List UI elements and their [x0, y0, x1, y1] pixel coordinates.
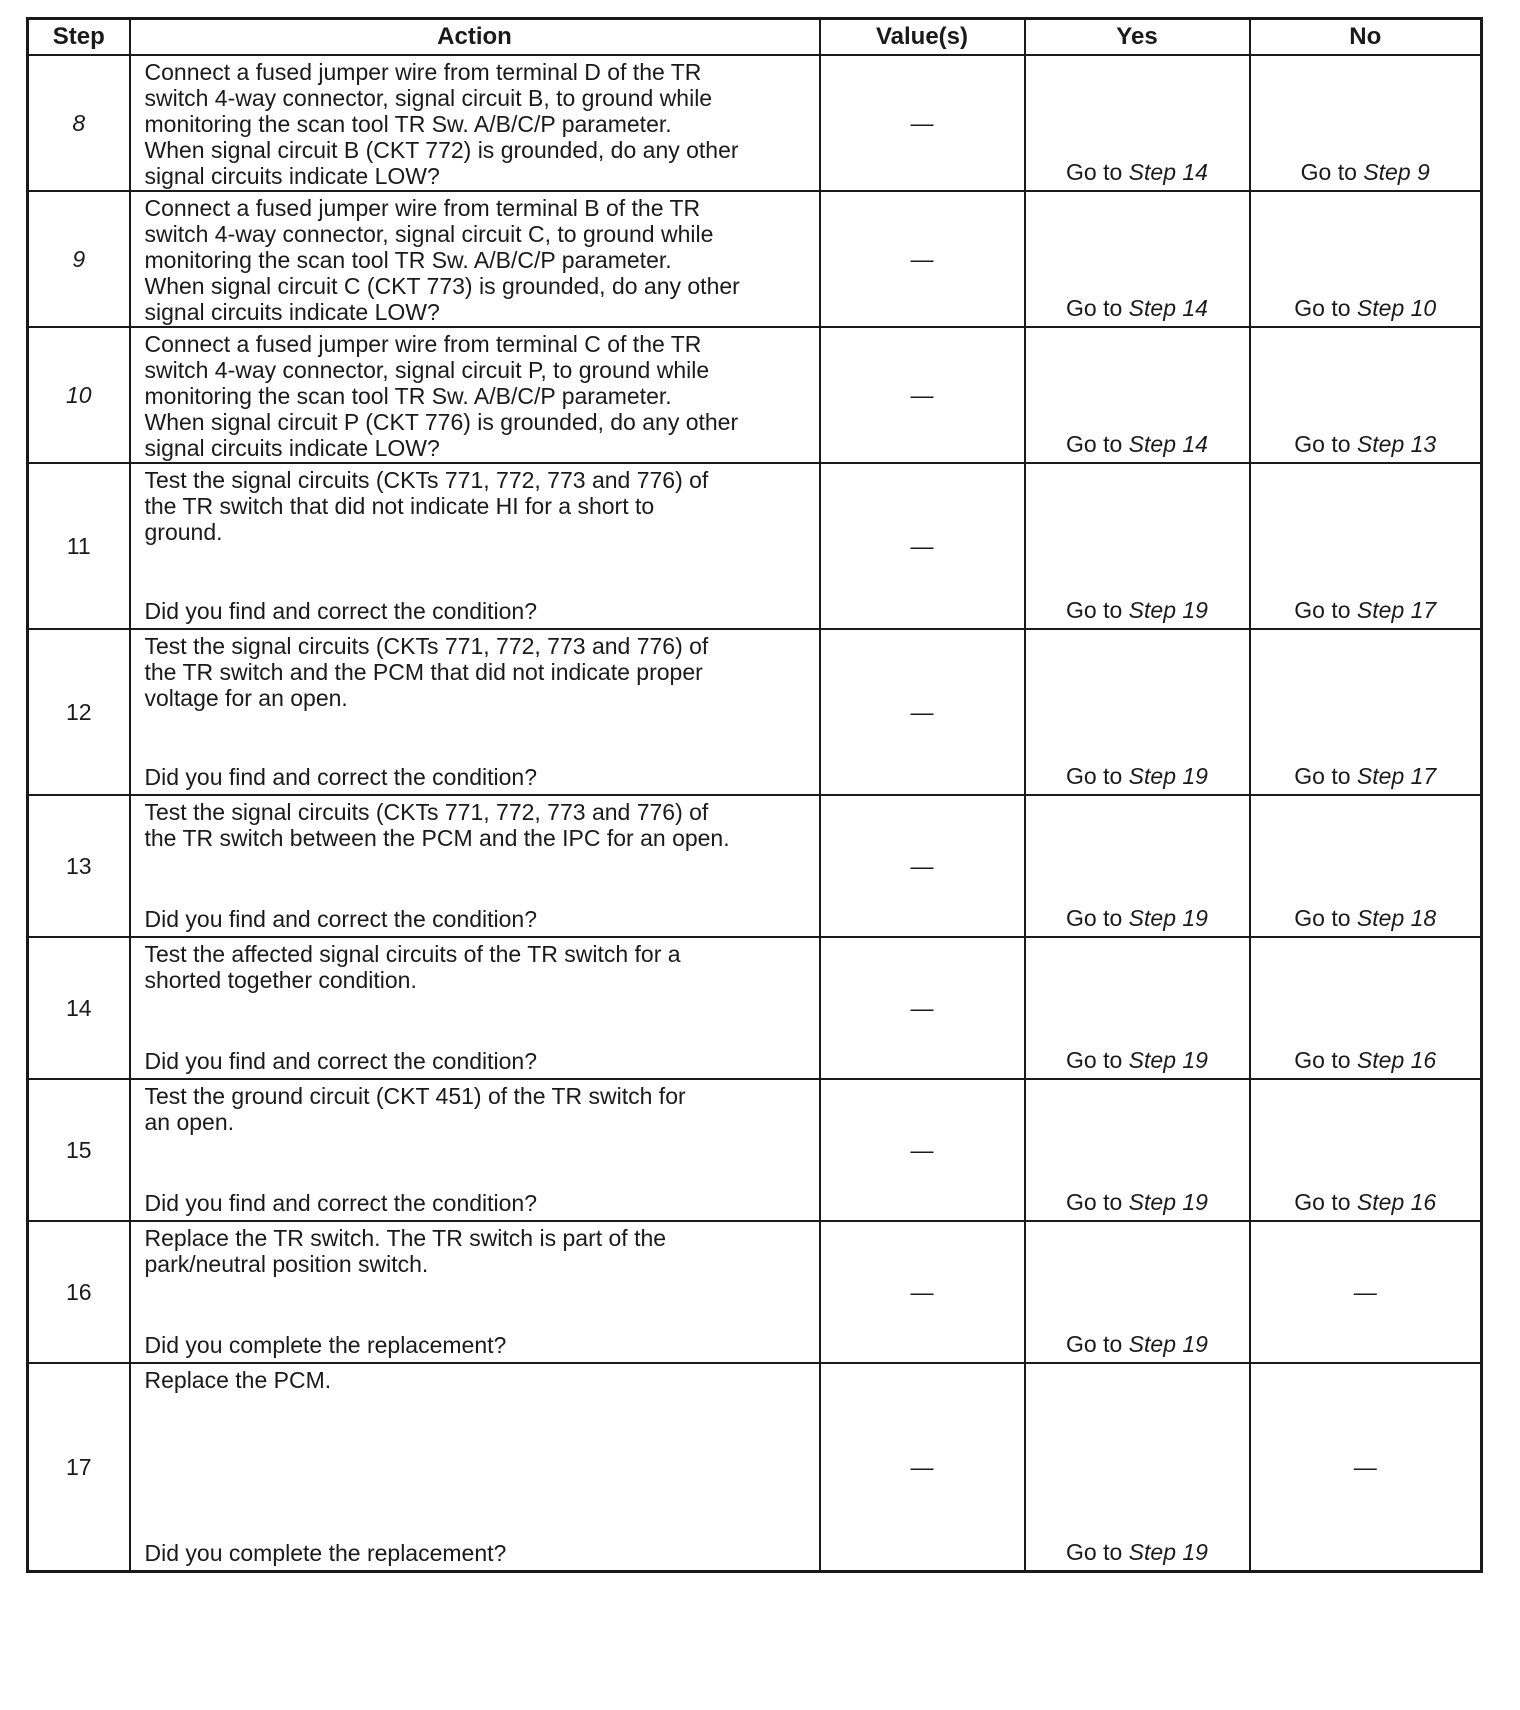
no-cell	[1250, 629, 1482, 795]
action-question: Did you find and correct the condition?	[144, 906, 538, 932]
table-row	[28, 1079, 1482, 1221]
yes-cell	[1025, 463, 1250, 629]
yes-cell	[1025, 1079, 1250, 1221]
no-goto-prefix: Go to	[1294, 295, 1357, 321]
step-number: 15	[28, 1079, 130, 1221]
table-row	[28, 1363, 1482, 1572]
header-yes: Yes	[1025, 19, 1250, 56]
yes-goto-prefix: Go to	[1066, 763, 1129, 789]
action-question: Did you find and correct the condition?	[144, 598, 538, 624]
yes-goto-step: Step 14	[1128, 159, 1208, 185]
header-step: Step	[28, 19, 130, 56]
yes-goto-prefix: Go to	[1066, 905, 1129, 931]
action-instruction: Connect a fused jumper wire from terminal C of the TR switch 4-way connector, signal circuit P, to ground while monitoring the scan tool TR Sw. A/B/C/P parameter.	[144, 331, 710, 409]
yes-goto-prefix: Go to	[1066, 295, 1129, 321]
yes-goto-step: Step 19	[1128, 1539, 1208, 1565]
action-cell	[130, 327, 820, 463]
action-cell	[130, 1363, 820, 1572]
action-question: Did you find and correct the condition?	[144, 1190, 538, 1216]
action-instruction: Connect a fused jumper wire from terminal B of the TR switch 4-way connector, signal circuit C, to ground while monitoring the scan tool TR Sw. A/B/C/P parameter.	[144, 195, 714, 273]
yes-cell	[1025, 1363, 1250, 1572]
no-goto-step: Step 13	[1356, 431, 1437, 457]
action-cell	[130, 1079, 820, 1221]
value-cell: —	[820, 463, 1025, 629]
action-cell	[130, 191, 820, 327]
no-goto-prefix: Go to	[1294, 1189, 1357, 1215]
action-question: Did you find and correct the condition?	[144, 764, 538, 790]
action-cell	[130, 937, 820, 1079]
action-instruction: Test the affected signal circuits of the TR switch for a shorted together condition.	[144, 941, 681, 993]
action-cell	[130, 629, 820, 795]
action-question: Did you find and correct the condition?	[144, 1048, 538, 1074]
action-instruction: Test the signal circuits (CKTs 771, 772, 773 and 776) of the TR switch between the PCM and the IPC for an open.	[144, 799, 730, 851]
yes-goto-prefix: Go to	[1066, 1539, 1129, 1565]
action-question: When signal circuit B (CKT 772) is grounded, do any other signal circuits indicate LOW?	[144, 137, 739, 189]
step-number: 13	[28, 795, 130, 937]
action-cell	[130, 795, 820, 937]
no-cell	[1250, 795, 1482, 937]
no-goto-step: Step 9	[1363, 159, 1430, 185]
yes-goto-step: Step 19	[1128, 1047, 1208, 1073]
yes-goto-step: Step 14	[1128, 295, 1208, 321]
yes-goto-prefix: Go to	[1066, 159, 1129, 185]
table-row	[28, 1221, 1482, 1363]
table-row	[28, 795, 1482, 937]
no-goto-step: Step 10	[1356, 295, 1437, 321]
yes-cell	[1025, 1221, 1250, 1363]
yes-goto-prefix: Go to	[1066, 1189, 1129, 1215]
action-cell	[130, 55, 820, 191]
yes-cell	[1025, 191, 1250, 327]
no-cell	[1250, 191, 1482, 327]
value-cell: —	[820, 191, 1025, 327]
diagnostic-sheet	[26, 17, 1483, 1573]
diagnostic-steps-table	[26, 17, 1483, 1573]
header-action: Action	[130, 19, 820, 56]
yes-goto-step: Step 19	[1128, 597, 1208, 623]
no-goto-prefix: Go to	[1294, 1047, 1357, 1073]
action-cell	[130, 1221, 820, 1363]
value-cell: —	[820, 1079, 1025, 1221]
action-instruction: Test the signal circuits (CKTs 771, 772, 773 and 776) of the TR switch and the PCM that did not indicate proper voltage for an open.	[144, 633, 709, 711]
no-cell	[1250, 327, 1482, 463]
step-number: 8	[28, 55, 130, 191]
yes-goto-step: Step 14	[1128, 431, 1208, 457]
no-goto-prefix: Go to	[1300, 159, 1364, 185]
action-instruction: Replace the PCM.	[144, 1367, 332, 1393]
header-no: No	[1250, 19, 1482, 56]
yes-cell	[1025, 629, 1250, 795]
no-goto-step: Step 18	[1356, 905, 1437, 931]
yes-goto-step: Step 19	[1128, 1331, 1208, 1357]
action-instruction: Replace the TR switch. The TR switch is part of the park/neutral position switch.	[144, 1225, 667, 1277]
no-cell	[1250, 55, 1482, 191]
table-row	[28, 191, 1482, 327]
table-header-row	[28, 19, 1482, 56]
value-cell: —	[820, 327, 1025, 463]
yes-goto-step: Step 19	[1128, 1189, 1208, 1215]
no-goto-step: Step 16	[1356, 1047, 1437, 1073]
no-cell: —	[1250, 1221, 1482, 1363]
action-question: When signal circuit P (CKT 776) is grounded, do any other signal circuits indicate LOW?	[144, 409, 739, 461]
yes-goto-prefix: Go to	[1066, 597, 1129, 623]
yes-goto-prefix: Go to	[1066, 1331, 1129, 1357]
no-cell: —	[1250, 1363, 1482, 1572]
value-cell: —	[820, 55, 1025, 191]
yes-goto-step: Step 19	[1128, 763, 1208, 789]
value-cell: —	[820, 937, 1025, 1079]
no-cell	[1250, 1079, 1482, 1221]
step-number: 17	[28, 1363, 130, 1572]
yes-cell	[1025, 795, 1250, 937]
value-cell: —	[820, 795, 1025, 937]
no-goto-step: Step 16	[1356, 1189, 1437, 1215]
action-question: Did you complete the replacement?	[144, 1332, 507, 1358]
step-number: 10	[28, 327, 130, 463]
no-goto-step: Step 17	[1356, 597, 1437, 623]
no-goto-prefix: Go to	[1294, 905, 1357, 931]
action-question: Did you complete the replacement?	[144, 1540, 507, 1566]
action-instruction: Connect a fused jumper wire from terminal D of the TR switch 4-way connector, signal circuit B, to ground while monitoring the scan tool TR Sw. A/B/C/P parameter.	[144, 59, 713, 137]
step-number: 9	[28, 191, 130, 327]
table-row	[28, 463, 1482, 629]
value-cell: —	[820, 629, 1025, 795]
table-row	[28, 629, 1482, 795]
no-goto-prefix: Go to	[1294, 597, 1357, 623]
no-cell	[1250, 463, 1482, 629]
table-row	[28, 937, 1482, 1079]
yes-cell	[1025, 327, 1250, 463]
action-instruction: Test the signal circuits (CKTs 771, 772, 773 and 776) of the TR switch that did not indicate HI for a short to ground.	[144, 467, 709, 545]
no-goto-step: Step 17	[1356, 763, 1437, 789]
yes-goto-prefix: Go to	[1066, 1047, 1129, 1073]
action-question: When signal circuit C (CKT 773) is grounded, do any other signal circuits indicate LOW?	[144, 273, 740, 325]
no-goto-prefix: Go to	[1294, 763, 1357, 789]
step-number: 11	[28, 463, 130, 629]
no-goto-prefix: Go to	[1294, 431, 1357, 457]
action-instruction: Test the ground circuit (CKT 451) of the TR switch for an open.	[144, 1083, 686, 1135]
step-number: 14	[28, 937, 130, 1079]
value-cell: —	[820, 1221, 1025, 1363]
step-number: 12	[28, 629, 130, 795]
table-row	[28, 55, 1482, 191]
yes-goto-prefix: Go to	[1066, 431, 1129, 457]
no-cell	[1250, 937, 1482, 1079]
header-values: Value(s)	[820, 19, 1025, 56]
table-row	[28, 327, 1482, 463]
action-cell	[130, 463, 820, 629]
value-cell: —	[820, 1363, 1025, 1572]
yes-cell	[1025, 937, 1250, 1079]
yes-goto-step: Step 19	[1128, 905, 1208, 931]
yes-cell	[1025, 55, 1250, 191]
step-number: 16	[28, 1221, 130, 1363]
